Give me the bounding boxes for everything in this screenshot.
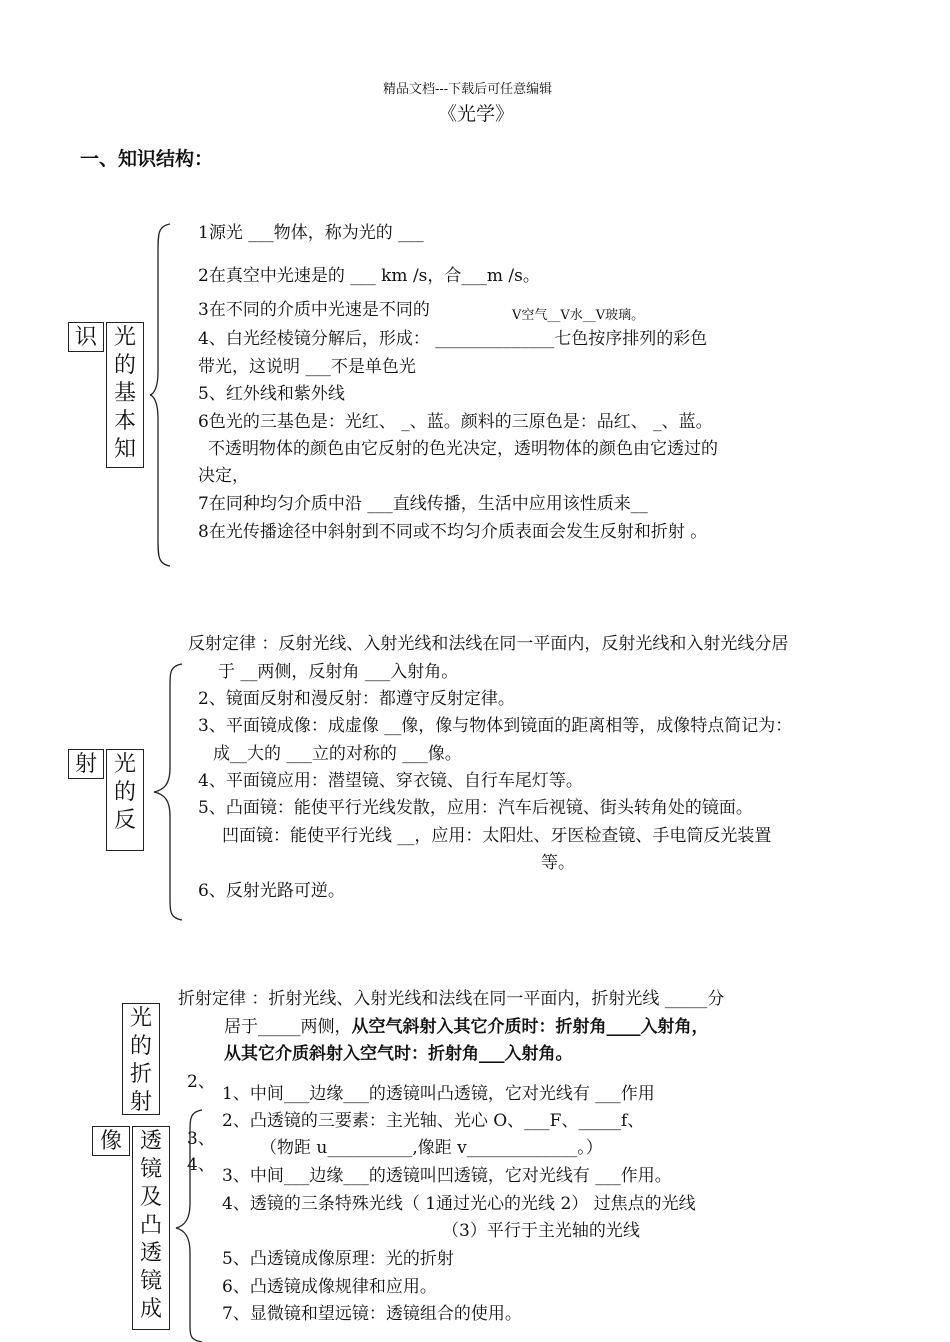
label-char: 透 — [139, 1241, 162, 1266]
block1-line-8: 不透明物体的颜色由它反射的色光决定，透明物体的颜色由它透过的 — [208, 439, 718, 459]
block2-line-6: 4、平面镜应用：潜望镜、穿衣镜、自行车尾灯等。 — [198, 771, 583, 791]
block4-line-3: （物距 u__________,像距 v_____________。） — [260, 1138, 603, 1158]
label-char: 成 — [139, 1297, 162, 1322]
label-box-vertical-1 — [106, 322, 144, 468]
label-char: 光 — [113, 325, 136, 350]
label-box-left-1 — [68, 322, 104, 352]
label-char: 凸 — [139, 1213, 162, 1238]
block4-line-1: 1、中间___边缘___的透镜叫凸透镜，它对光线有 ___作用 — [222, 1084, 655, 1104]
block4-line-9: 7、显微镜和望远镜：透镜组合的使用。 — [222, 1304, 522, 1324]
block2-line-4: 3、平面镜成像：成虚像 __像，像与物体到镜面的距离相等，成像特点简记为： — [198, 716, 793, 736]
block1-line-7: 6色光的三基色是：光红、 _、蓝。颜料的三原色是：品红、 _、蓝。 — [198, 412, 713, 432]
block4-line-7: 5、凸透镜成像原理：光的折射 — [222, 1249, 454, 1269]
block2-line-8: 凹面镜：能使平行光线 __，应用：太阳灶、牙医检查镜、手电筒反光装置 — [222, 826, 772, 846]
label-char: 识 — [74, 325, 97, 350]
brace-4 — [174, 1108, 204, 1342]
block3-line-3: 从其它介质斜射入空气时：折射角___入射角。 — [224, 1044, 573, 1064]
block3-line-2-b: 从空气斜射入其它介质时：折射角____入射角， — [351, 1017, 709, 1037]
label-char: 光 — [129, 1006, 152, 1031]
label-char: 反 — [113, 808, 136, 833]
label-char: 知 — [113, 437, 136, 462]
label-box-left-2 — [68, 749, 104, 779]
side-number-3: 3、 — [187, 1129, 215, 1149]
block2-line-9: 等。 — [541, 853, 575, 873]
label-char: 透 — [139, 1129, 162, 1154]
block2-line-7: 5、凸面镜：能使平行光线发散，应用：汽车后视镜、街头转角处的镜面。 — [198, 798, 753, 818]
label-char: 镜 — [139, 1157, 162, 1182]
label-char: 本 — [113, 409, 136, 434]
label-char: 基 — [113, 381, 136, 406]
label-char: 的 — [113, 780, 136, 805]
label-char: 的 — [113, 353, 136, 378]
label-box-vertical-2 — [106, 749, 144, 851]
side-number-4: 4、 — [187, 1155, 215, 1175]
block1-line-2: 2在真空中光速是的 ___ km /s，合___m /s。 — [198, 266, 540, 286]
block2-line-3: 2、镜面反射和漫反射：都遵守反射定律。 — [198, 689, 515, 709]
block1-line-11: 8在光传播途径中斜射到不同或不均匀介质表面会发生反射和折射 。 — [198, 522, 708, 542]
brace-1 — [148, 222, 172, 568]
label-char: 折 — [129, 1062, 152, 1087]
block4-line-5: 4、透镜的三条特殊光线（ 1通过光心的光线 2） 过焦点的光线 — [222, 1194, 696, 1214]
label-char: 镜 — [139, 1269, 162, 1294]
block3-line-2 — [224, 1016, 709, 1038]
side-number-2: 2、 — [187, 1072, 215, 1092]
block4-line-4: 3、中间___边缘___的透镜叫凹透镜，它对光线有 ___作用。 — [222, 1166, 672, 1186]
block4-line-2: 2、凸透镜的三要素：主光轴、光心 O、___F、_____f、 — [222, 1111, 645, 1131]
block1-line-1: 1源光 ___物体，称为光的 ___ — [198, 223, 424, 243]
block1-line-4: 4、白光经棱镜分解后，形成： ______________七色按序排列的彩色 — [198, 329, 708, 349]
section-heading: 一、知识结构： — [80, 148, 214, 170]
block2-line-5: 成__大的 ___立的对称的 ___像。 — [213, 744, 462, 764]
block1-line-9: 决定， — [198, 466, 249, 486]
label-box-vertical-4 — [132, 1126, 170, 1330]
block3-line-1: 折射定律 ：折射光线、入射光线和法线在同一平面内，折射光线 _____分 — [178, 989, 725, 1009]
block1-line-3: 3在不同的介质中光速是不同的 — [198, 300, 430, 320]
block1-line-3-speeds: V空气__V水__V玻璃。 — [512, 308, 645, 323]
brace-2 — [152, 662, 184, 922]
block1-line-5: 带光，这说明 ___不是单色光 — [198, 357, 416, 377]
label-char: 的 — [129, 1034, 152, 1059]
block4-line-6: （3）平行于主光轴的光线 — [442, 1221, 640, 1241]
block4-line-8: 6、凸透镜成像规律和应用。 — [222, 1277, 437, 1297]
label-char: 射 — [74, 752, 97, 777]
block2-line-2: 于 __两侧，反射角 ___入射角。 — [218, 662, 459, 682]
block2-line-1: 反射定律 ：反射光线、入射光线和法线在同一平面内，反射光线和入射光线分居 — [188, 634, 789, 654]
block3-line-2-a: 居于_____两侧， — [224, 1017, 352, 1037]
label-box-left-4 — [92, 1126, 130, 1156]
label-char: 像 — [99, 1129, 122, 1154]
label-box-vertical-3 — [122, 1003, 160, 1115]
block1-line-10: 7在同种均匀介质中沿 ___直线传播，生活中应用该性质来__ — [198, 494, 648, 514]
document-watermark: 精品文档---下载后可任意编辑 — [383, 82, 553, 97]
label-char: 及 — [139, 1185, 162, 1210]
block2-line-10: 6、反射光路可逆。 — [198, 881, 345, 901]
label-char: 光 — [113, 752, 136, 777]
document-title: 《光学》 — [438, 103, 515, 125]
label-char: 射 — [129, 1090, 152, 1115]
block1-line-6: 5、红外线和紫外线 — [198, 384, 345, 404]
